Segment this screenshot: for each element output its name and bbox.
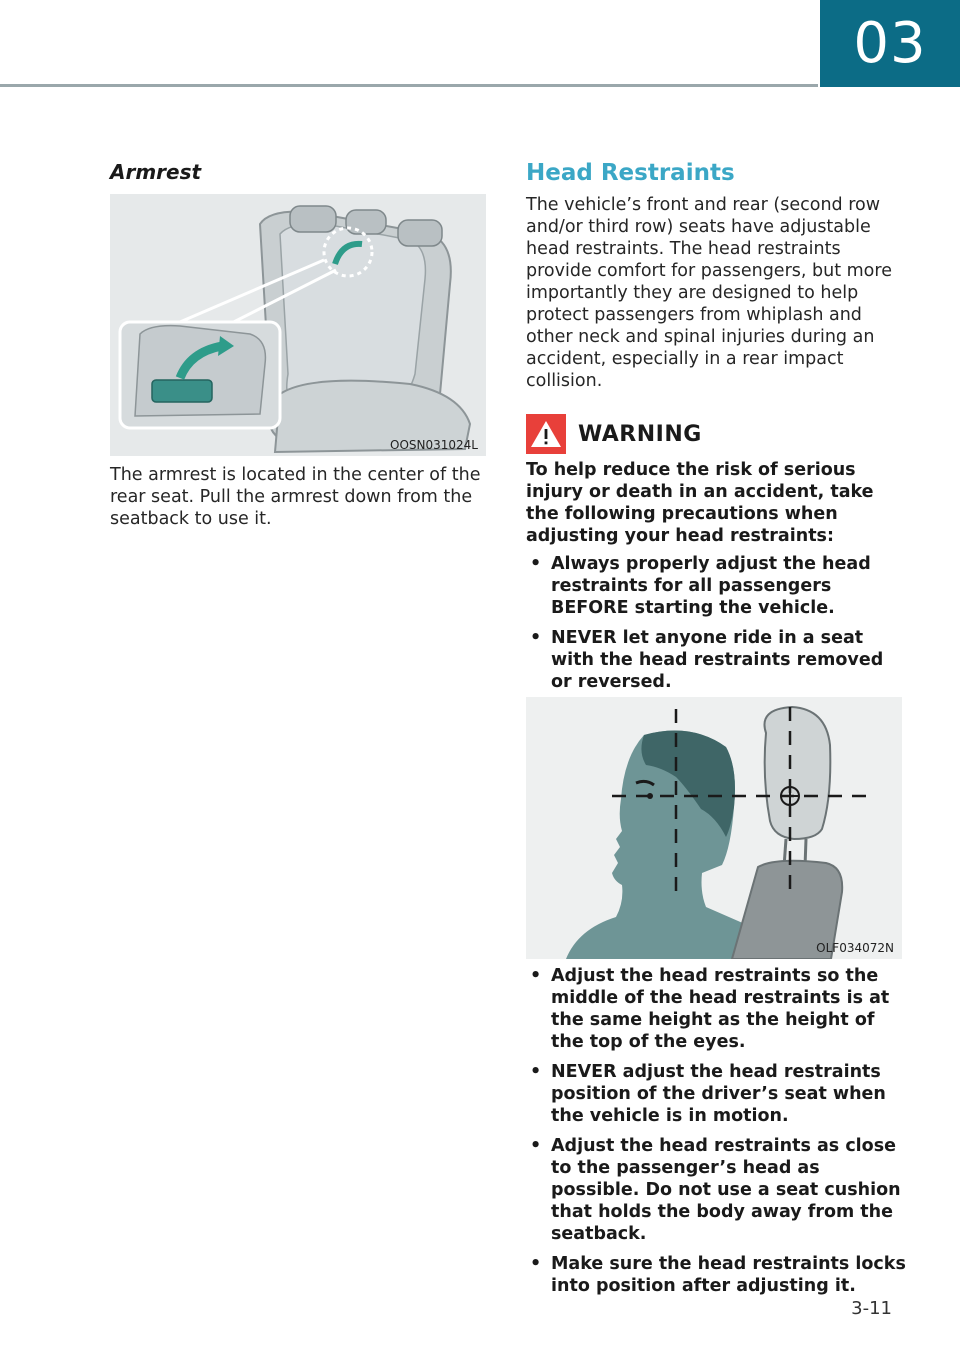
warning-label: WARNING (578, 421, 702, 447)
page-number: 3-11 (851, 1298, 892, 1319)
warning-triangle-icon (526, 414, 566, 454)
list-item-text: Make sure the head restraints locks into position after adjusting it. (551, 1254, 906, 1296)
head-position-illustration (526, 697, 902, 959)
bullet-marker: • (530, 966, 542, 986)
list-item (526, 553, 906, 619)
list-item (526, 627, 906, 693)
list-item (526, 1061, 906, 1127)
list-item-text: NEVER adjust the head restraints position of the driver’s seat when the vehicle is in motion. (551, 1062, 886, 1126)
warning-bullets-top (526, 553, 906, 701)
bullet-marker: • (530, 1136, 542, 1156)
warning-intro: To help reduce the risk of serious injury or death in an accident, take the following precautions when adjusting your head restraints: (526, 460, 874, 546)
armrest-figure (110, 194, 486, 456)
warning-bullets-bottom (526, 965, 906, 1305)
head-restraint-figure (526, 697, 902, 959)
armrest-title: Armrest (110, 160, 202, 184)
rear-seat-illustration (110, 194, 486, 456)
bullet-marker: • (530, 1254, 542, 1274)
header-rule (0, 84, 818, 87)
chapter-tab (820, 0, 960, 87)
armrest-description: The armrest is located in the center of the rear seat. Pull the armrest down from the seatback to use it. (110, 465, 481, 529)
head-restraints-description: The vehicle’s front and rear (second row and/or third row) seats have adjustable head restraints. The head restraints provide comfort for passengers, but more importantly they are designed to help protect passengers from whiplash and other neck and spinal injuries during an accident, especially in a rear impact collision. (526, 195, 892, 391)
list-item (526, 965, 906, 1053)
list-item (526, 1135, 906, 1245)
figure-code: OLF034072N (816, 941, 894, 955)
list-item-text: Adjust the head restraints so the middle of the head restraints is at the same height as the height of the top of the eyes. (551, 966, 890, 1052)
list-item-text: Always properly adjust the head restraints for all passengers BEFORE starting the vehicle. (551, 554, 871, 618)
bullet-marker: • (530, 628, 542, 648)
bullet-marker: • (530, 554, 542, 574)
list-item-text: NEVER let anyone ride in a seat with the head restraints removed or reversed. (551, 628, 884, 692)
chapter-number: 03 (853, 11, 927, 76)
list-item (526, 1253, 906, 1297)
bullet-marker: • (530, 1062, 542, 1082)
head-restraints-title: Head Restraints (526, 160, 735, 186)
warning-heading (526, 414, 702, 454)
list-item-text: Adjust the head restraints as close to the passenger’s head as possible. Do not use a seat cushion that holds the body away from the seatback. (551, 1136, 901, 1244)
figure-code: OOSN031024L (390, 438, 478, 452)
